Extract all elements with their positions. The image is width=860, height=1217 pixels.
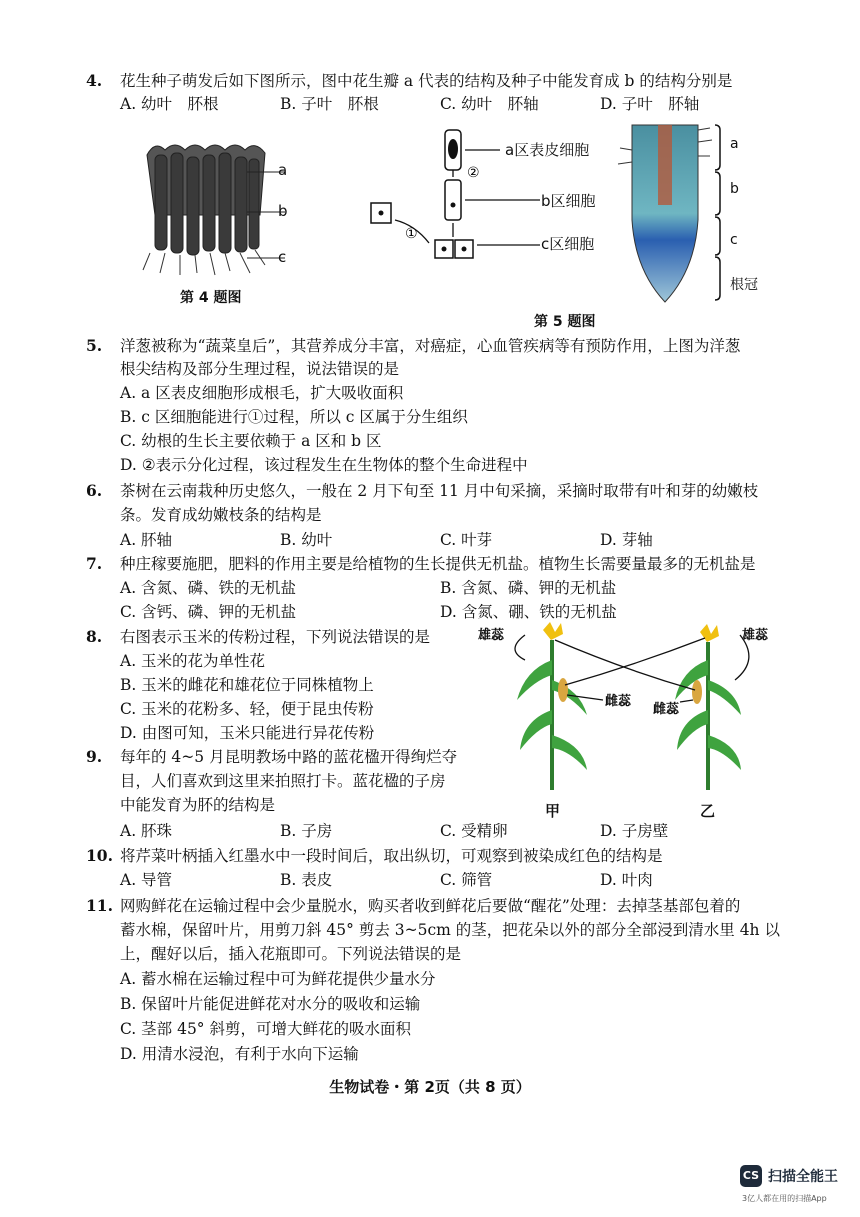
q8-option-c: C. 玉米的花粉多、轻，便于昆虫传粉: [120, 700, 374, 718]
q5-label-b-cells: b区细胞: [541, 192, 596, 210]
q7-option-c: C. 含钙、磷、钾的无机盐: [120, 603, 297, 621]
q6-number: 6.: [86, 481, 103, 500]
q9-option-c: C. 受精卵: [440, 822, 508, 840]
q4-option-b: B. 子叶 肧根: [280, 95, 379, 113]
q9-option-b: B. 子房: [280, 822, 333, 840]
q4-stem: 花生种子萌发后如下图所示，图中花生瓣 a 代表的结构及种子中能发育成 b 的结构分别是: [120, 72, 733, 90]
q6-option-b: B. 幼叶: [280, 531, 333, 549]
q4-figure-caption: 第 4 题图: [180, 290, 242, 306]
page-footer: 生物试卷・第 2页（共 8 页）: [329, 1078, 531, 1096]
q9-number: 9.: [86, 747, 103, 766]
q5-marker-2: ②: [467, 165, 480, 181]
q10-number: 10.: [86, 846, 113, 865]
q10-option-b: B. 表皮: [280, 871, 333, 889]
q11-option-c: C. 茎部 45° 斜剪，可增大鲜花的吸水面积: [120, 1020, 411, 1038]
q8-number: 8.: [86, 627, 103, 646]
q5-option-a: A. a 区表皮细胞形成根毛，扩大吸收面积: [120, 384, 404, 402]
q6-stem-line2: 条。发育成幼嫩枝条的结构是: [120, 506, 322, 524]
q10-option-c: C. 筛管: [440, 871, 493, 889]
root-label-b: b: [730, 181, 739, 197]
q4-option-d: D. 子叶 肧轴: [600, 95, 700, 113]
q11-stem-line3: 上，醒好以后，插入花瓶即可。下列说法错误的是: [120, 945, 462, 963]
q5-number: 5.: [86, 336, 103, 355]
q8-label-male-left: 雄蕊: [478, 628, 505, 643]
q11-stem-line1: 网购鲜花在运输过程中会少量脱水，购买者收到鲜花后要做“醒花”处理：去掉茎基部包着的: [120, 897, 741, 915]
q6-stem-line1: 茶树在云南栽种历史悠久，一般在 2 月下旬至 11 月中旬采摘，采摘时取带有叶和芽的幼嫩枝: [120, 482, 759, 500]
root-label-a: a: [730, 136, 739, 152]
root-label-rootcap: 根冠: [730, 277, 758, 293]
q7-option-b: B. 含氮、磷、钾的无机盐: [440, 579, 617, 597]
q5-label-c-cells: c区细胞: [541, 235, 595, 253]
q4-label-a: a: [278, 161, 288, 179]
q11-option-d: D. 用清水浸泡，有利于水向下运输: [120, 1045, 359, 1063]
q8-label-female-right: 雌蕊: [653, 702, 680, 717]
q8-stem: 右图表示玉米的传粉过程，下列说法错误的是: [120, 628, 431, 646]
root-label-c: c: [730, 232, 738, 248]
q9-stem-line3: 中能发育为肧的结构是: [120, 796, 276, 814]
scanner-logo: CS: [740, 1165, 762, 1187]
q11-option-b: B. 保留叶片能促进鲜花对水分的吸收和运输: [120, 995, 421, 1013]
q10-option-a: A. 导管: [120, 871, 173, 889]
q5-option-c: C. 幼根的生长主要依赖于 a 区和 b 区: [120, 432, 382, 450]
q7-number: 7.: [86, 554, 103, 573]
q7-option-d: D. 含氮、硼、铁的无机盐: [440, 603, 617, 621]
q4-option-c: C. 幼叶 肧轴: [440, 95, 539, 113]
q5-label-a-cells: a区表皮细胞: [505, 141, 590, 159]
q11-number: 11.: [86, 896, 113, 915]
q5-option-b: B. c 区细胞能进行①过程，所以 c 区属于分生组织: [120, 408, 468, 426]
q4-label-c: c: [278, 248, 287, 266]
q5-stem-line2: 根尖结构及部分生理过程，说法错误的是: [120, 360, 400, 378]
scanner-app-tagline: 3亿人都在用的扫描App: [742, 1194, 827, 1203]
q5-stem-line1: 洋葱被称为“蔬菜皇后”，其营养成分丰富，对癌症，心血管疾病等有预防作用，上图为洋葱: [120, 337, 741, 355]
q9-stem-line2: 目，人们喜欢到这里来拍照打卡。蓝花楹的子房: [120, 772, 446, 790]
q9-option-d: D. 子房壁: [600, 822, 669, 840]
q4-peanut-figure: [135, 135, 315, 280]
q7-option-a: A. 含氮、磷、铁的无机盐: [120, 579, 297, 597]
q6-option-d: D. 芽轴: [600, 531, 653, 549]
q7-stem: 种庄稼要施肥，肥料的作用主要是给植物的生长提供无机盐。植物生长需要量最多的无机盐是: [120, 555, 756, 573]
q5-option-d: D. ②表示分化过程，该过程发生在生物体的整个生命进程中: [120, 456, 528, 474]
q9-option-a: A. 肧珠: [120, 822, 173, 840]
q11-option-a: A. 蓄水棉在运输过程中可为鲜花提供少量水分: [120, 970, 436, 988]
q8-option-d: D. 由图可知，玉米只能进行异花传粉: [120, 724, 375, 742]
q8-label-plant-a: 甲: [545, 802, 561, 820]
q8-corn-figure: [495, 620, 775, 810]
q6-option-c: C. 叶芽: [440, 531, 493, 549]
q8-option-a: A. 玉米的花为单性花: [120, 652, 266, 670]
q8-option-b: B. 玉米的雌花和雄花位于同株植物上: [120, 676, 374, 694]
q10-stem: 将芹菜叶柄插入红墨水中一段时间后，取出纵切，可观察到被染成红色的结构是: [120, 847, 663, 865]
q4-option-a: A. 幼叶 肧根: [120, 95, 219, 113]
scanner-app-name: 扫描全能王: [768, 1169, 838, 1185]
q10-option-d: D. 叶肉: [600, 871, 653, 889]
q6-option-a: A. 肧轴: [120, 531, 173, 549]
q9-stem-line1: 每年的 4~5 月昆明教场中路的蓝花楹开得绚烂夺: [120, 748, 458, 766]
q8-label-male-right: 雄蕊: [742, 628, 769, 643]
q8-label-female-left: 雌蕊: [605, 694, 632, 709]
q8-label-plant-b: 乙: [700, 802, 716, 820]
q5-marker-1: ①: [405, 226, 418, 242]
q4-number: 4.: [86, 71, 103, 90]
q11-stem-line2: 蓄水棉，保留叶片，用剪刀斜 45° 剪去 3~5cm 的茎，把花朵以外的部分全部浸到清水里 4h 以: [120, 921, 780, 939]
q5-figure-caption: 第 5 题图: [534, 314, 596, 330]
q4-label-b: b: [278, 202, 288, 220]
